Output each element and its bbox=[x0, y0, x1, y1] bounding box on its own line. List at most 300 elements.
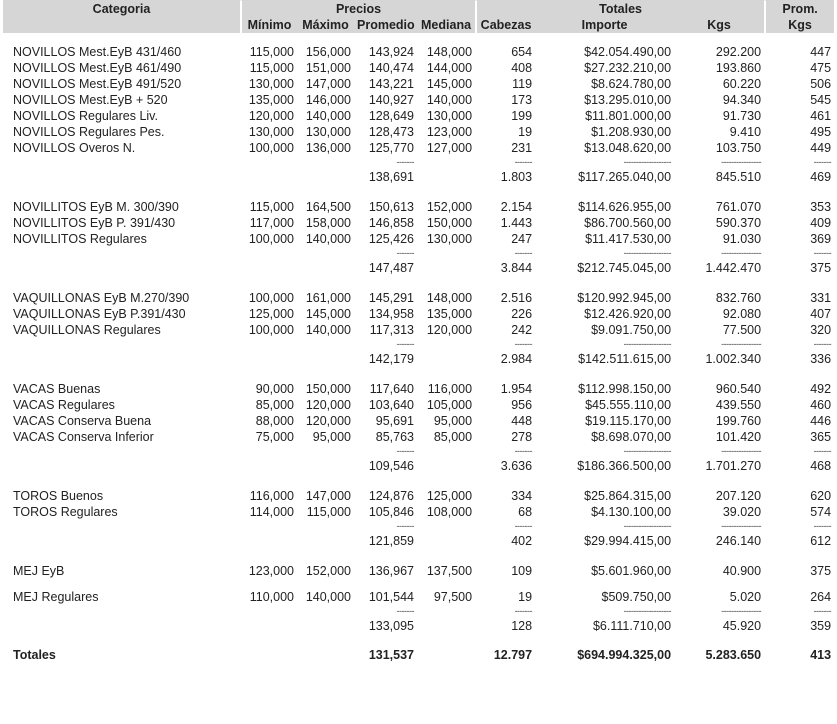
spacer-cell bbox=[674, 276, 764, 290]
median-price: 95,000 bbox=[433, 414, 473, 428]
avg-kgs: 353 bbox=[810, 200, 832, 214]
subtotal-amount: $29.994.415,00 bbox=[584, 533, 672, 548]
amount: $1.208.930,00 bbox=[591, 125, 672, 139]
dash-blank bbox=[417, 605, 475, 617]
subtotal-head-count: 2.984 bbox=[500, 351, 533, 366]
dash-blank bbox=[297, 445, 354, 457]
subtotal-avg-price: 133,095 bbox=[368, 618, 414, 633]
median-price: 123,000 bbox=[426, 125, 473, 139]
subtotal-head-count: 3.636 bbox=[500, 458, 533, 473]
median-price: 137,500 bbox=[426, 564, 473, 578]
spacer-cell bbox=[475, 185, 535, 199]
avg-price: 103,640 bbox=[368, 398, 414, 412]
weight-kgs: 207.120 bbox=[715, 489, 762, 503]
header-row-columns bbox=[3, 17, 834, 34]
spacer-cell bbox=[354, 185, 417, 199]
dash-blank bbox=[3, 445, 240, 457]
spacer-cell bbox=[535, 474, 674, 488]
weight-kgs: 292.200 bbox=[715, 45, 762, 59]
subtotal-blank bbox=[240, 617, 297, 634]
dash-prom: ------- bbox=[813, 157, 832, 167]
weight-kgs: 199.760 bbox=[715, 414, 762, 428]
dash-kgs: ---------------- bbox=[721, 339, 762, 349]
spacer-cell bbox=[3, 549, 240, 563]
subtotal-head-count: 128 bbox=[511, 618, 533, 633]
table-row bbox=[3, 76, 834, 92]
weight-kgs: 761.070 bbox=[715, 200, 762, 214]
dash-importe: ------------------- bbox=[623, 606, 672, 616]
col-promedio-header: Promedio bbox=[354, 17, 417, 34]
amount: $5.601.960,00 bbox=[591, 564, 672, 578]
max-price: 161,000 bbox=[305, 291, 351, 305]
avg-price: 150,613 bbox=[368, 200, 414, 214]
header-row-groups bbox=[3, 0, 834, 17]
spacer-cell bbox=[297, 276, 354, 290]
head-count: 173 bbox=[511, 93, 533, 107]
category-name: NOVILLOS Mest.EyB 461/490 bbox=[13, 61, 182, 75]
spacer-cell bbox=[3, 34, 240, 44]
median-price: 125,000 bbox=[426, 489, 473, 503]
head-count: 247 bbox=[511, 232, 533, 246]
head-count: 231 bbox=[511, 141, 533, 155]
dash-separator-row bbox=[3, 445, 834, 457]
subtotal-blank bbox=[3, 168, 240, 185]
category-name: VAQUILLONAS EyB M.270/390 bbox=[13, 291, 190, 305]
amount: $509.750,00 bbox=[601, 590, 672, 604]
subtotal-avg-kgs: 359 bbox=[810, 618, 832, 633]
max-price: 156,000 bbox=[305, 45, 351, 59]
table-row bbox=[3, 381, 834, 397]
weight-kgs: 39.020 bbox=[722, 505, 762, 519]
amount: $112.998.150,00 bbox=[578, 382, 672, 396]
avg-kgs: 620 bbox=[810, 489, 832, 503]
market-prices-table bbox=[3, 0, 834, 666]
dash-kgs: ---------------- bbox=[721, 521, 762, 531]
head-count: 1.954 bbox=[500, 382, 533, 396]
dash-importe: ------------------- bbox=[623, 339, 672, 349]
avg-price: 125,426 bbox=[368, 232, 414, 246]
subtotal-avg-price: 147,487 bbox=[368, 260, 414, 275]
weight-kgs: 5.020 bbox=[729, 590, 762, 604]
min-price: 90,000 bbox=[255, 382, 294, 396]
dash-promedio: ------- bbox=[396, 521, 414, 531]
subtotal-blank bbox=[240, 457, 297, 474]
dash-blank bbox=[3, 338, 240, 350]
category-name: NOVILLITOS EyB P. 391/430 bbox=[13, 216, 176, 230]
subtotal-blank bbox=[297, 350, 354, 367]
spacer-cell bbox=[297, 34, 354, 44]
median-price: 97,500 bbox=[433, 590, 473, 604]
table-body bbox=[3, 34, 834, 666]
amount: $25.864.315,00 bbox=[584, 489, 672, 503]
dash-separator-row bbox=[3, 156, 834, 168]
weight-kgs: 590.370 bbox=[715, 216, 762, 230]
spacer-cell bbox=[535, 367, 674, 381]
subtotal-blank bbox=[417, 350, 475, 367]
spacer-cell bbox=[475, 549, 535, 563]
head-count: 119 bbox=[512, 77, 533, 91]
dash-importe: ------------------- bbox=[623, 521, 672, 531]
spacer-cell bbox=[764, 549, 834, 563]
weight-kgs: 91.030 bbox=[722, 232, 762, 246]
spacer-cell bbox=[3, 474, 240, 488]
subtotal-avg-kgs: 468 bbox=[810, 458, 832, 473]
spacer-cell bbox=[3, 634, 240, 644]
min-price: 88,000 bbox=[255, 414, 294, 428]
subtotal-blank bbox=[3, 259, 240, 276]
max-price: 140,000 bbox=[305, 323, 351, 337]
min-price: 123,000 bbox=[248, 564, 294, 578]
avg-kgs: 449 bbox=[810, 141, 832, 155]
min-price: 100,000 bbox=[248, 232, 294, 246]
dash-promedio: ------- bbox=[396, 446, 414, 456]
subtotal-weight-kgs: 1.701.270 bbox=[705, 458, 762, 473]
spacer-cell bbox=[764, 474, 834, 488]
median-price: 85,000 bbox=[433, 430, 473, 444]
spacer-cell bbox=[297, 634, 354, 644]
dash-separator-row bbox=[3, 520, 834, 532]
weight-kgs: 101.420 bbox=[715, 430, 762, 444]
median-price: 135,000 bbox=[426, 307, 473, 321]
min-price: 130,000 bbox=[248, 77, 294, 91]
subtotal-row bbox=[3, 457, 834, 474]
category-name: VACAS Buenas bbox=[13, 382, 101, 396]
weight-kgs: 832.760 bbox=[715, 291, 762, 305]
max-price: 146,000 bbox=[305, 93, 351, 107]
subtotal-avg-price: 109,546 bbox=[368, 458, 414, 473]
median-price: 130,000 bbox=[426, 232, 473, 246]
median-price: 148,000 bbox=[426, 291, 473, 305]
min-price: 130,000 bbox=[248, 125, 294, 139]
avg-price: 143,221 bbox=[368, 77, 414, 91]
avg-price: 140,474 bbox=[368, 61, 414, 75]
table-row bbox=[3, 322, 834, 338]
min-price: 85,000 bbox=[255, 398, 294, 412]
spacer-row bbox=[3, 634, 834, 644]
avg-price: 128,649 bbox=[368, 109, 414, 123]
table-row bbox=[3, 60, 834, 76]
spacer-cell bbox=[535, 185, 674, 199]
median-price: 105,000 bbox=[426, 398, 473, 412]
avg-price: 136,967 bbox=[368, 564, 414, 578]
spacer-row bbox=[3, 367, 834, 381]
max-price: 145,000 bbox=[305, 307, 351, 321]
max-price: 147,000 bbox=[305, 489, 351, 503]
avg-price: 140,927 bbox=[368, 93, 414, 107]
dash-blank bbox=[297, 156, 354, 168]
max-price: 120,000 bbox=[305, 398, 351, 412]
dash-cabezas: ------- bbox=[514, 339, 533, 349]
amount: $12.426.920,00 bbox=[584, 307, 672, 321]
totals-avg-kgs: 413 bbox=[810, 648, 832, 662]
dash-cabezas: ------- bbox=[514, 157, 533, 167]
avg-price: 105,846 bbox=[368, 505, 414, 519]
amount: $11.801.000,00 bbox=[585, 109, 672, 123]
dash-blank bbox=[240, 445, 297, 457]
col-importe-header: Importe bbox=[535, 17, 674, 34]
amount: $45.555.110,00 bbox=[585, 398, 672, 412]
median-price: 148,000 bbox=[426, 45, 473, 59]
head-count: 1.443 bbox=[500, 216, 533, 230]
spacer-cell bbox=[240, 185, 297, 199]
spacer-row bbox=[3, 276, 834, 290]
dash-importe: ------------------- bbox=[623, 248, 672, 258]
weight-kgs: 960.540 bbox=[715, 382, 762, 396]
col-categoria-blank bbox=[3, 17, 240, 34]
head-count: 226 bbox=[511, 307, 533, 321]
head-count: 448 bbox=[511, 414, 533, 428]
avg-kgs: 545 bbox=[810, 93, 832, 107]
totals-weight-kgs: 5.283.650 bbox=[705, 648, 762, 662]
dash-cabezas: ------- bbox=[514, 446, 533, 456]
subtotal-blank bbox=[297, 532, 354, 549]
dash-blank bbox=[417, 156, 475, 168]
subtotal-blank bbox=[297, 617, 354, 634]
subtotal-blank bbox=[297, 168, 354, 185]
subtotal-blank bbox=[417, 168, 475, 185]
spacer-cell bbox=[3, 185, 240, 199]
subtotal-weight-kgs: 1.442.470 bbox=[705, 260, 762, 275]
median-price: 127,000 bbox=[426, 141, 473, 155]
subtotal-avg-kgs: 612 bbox=[810, 533, 832, 548]
weight-kgs: 94.340 bbox=[722, 93, 762, 107]
dash-blank bbox=[3, 520, 240, 532]
amount: $8.624.780,00 bbox=[591, 77, 672, 91]
avg-price: 146,858 bbox=[368, 216, 414, 230]
dash-kgs: ---------------- bbox=[721, 606, 762, 616]
dash-cabezas: ------- bbox=[514, 521, 533, 531]
amount: $120.992.945,00 bbox=[577, 291, 672, 305]
spacer-cell bbox=[297, 549, 354, 563]
weight-kgs: 77.500 bbox=[722, 323, 762, 337]
subtotal-blank bbox=[240, 259, 297, 276]
min-price: 115,000 bbox=[249, 45, 294, 59]
dash-prom: ------- bbox=[813, 248, 832, 258]
max-price: 150,000 bbox=[305, 382, 351, 396]
spacer-cell bbox=[240, 579, 297, 589]
spacer-cell bbox=[535, 579, 674, 589]
min-price: 75,000 bbox=[255, 430, 294, 444]
dash-kgs: ---------------- bbox=[721, 248, 762, 258]
col-kgs-header: Kgs bbox=[674, 17, 764, 34]
spacer-cell bbox=[354, 276, 417, 290]
weight-kgs: 91.730 bbox=[722, 109, 762, 123]
spacer-cell bbox=[354, 474, 417, 488]
dash-blank bbox=[240, 605, 297, 617]
spacer-cell bbox=[417, 634, 475, 644]
dash-blank bbox=[240, 520, 297, 532]
spacer-cell bbox=[764, 367, 834, 381]
spacer-cell bbox=[764, 579, 834, 589]
subtotal-blank bbox=[240, 350, 297, 367]
dash-promedio: ------- bbox=[396, 606, 414, 616]
subtotal-avg-kgs: 375 bbox=[810, 260, 832, 275]
max-price: 147,000 bbox=[305, 77, 351, 91]
amount: $27.232.210,00 bbox=[584, 61, 672, 75]
spacer-cell bbox=[535, 34, 674, 44]
category-name: NOVILLOS Mest.EyB 431/460 bbox=[13, 45, 182, 59]
totals-avg-price: 131,537 bbox=[368, 648, 414, 662]
category-name: VAQUILLONAS EyB P.391/430 bbox=[13, 307, 186, 321]
avg-kgs: 495 bbox=[810, 125, 832, 139]
spacer-row bbox=[3, 34, 834, 44]
avg-price: 117,313 bbox=[369, 323, 414, 337]
spacer-cell bbox=[354, 34, 417, 44]
avg-price: 117,640 bbox=[369, 382, 414, 396]
spacer-cell bbox=[764, 34, 834, 44]
subtotal-weight-kgs: 45.920 bbox=[722, 618, 762, 633]
category-name: NOVILLITOS EyB M. 300/390 bbox=[13, 200, 179, 214]
avg-kgs: 407 bbox=[810, 307, 832, 321]
col-mediana-header: Mediana bbox=[417, 17, 475, 34]
avg-kgs: 447 bbox=[810, 45, 832, 59]
table-row bbox=[3, 488, 834, 504]
head-count: 654 bbox=[511, 45, 533, 59]
spacer-cell bbox=[240, 34, 297, 44]
max-price: 136,000 bbox=[305, 141, 351, 155]
min-price: 115,000 bbox=[249, 200, 294, 214]
dash-blank bbox=[240, 247, 297, 259]
category-name: TOROS Regulares bbox=[13, 505, 118, 519]
head-count: 109 bbox=[511, 564, 533, 578]
amount: $86.700.560,00 bbox=[584, 216, 672, 230]
dash-blank bbox=[240, 156, 297, 168]
amount: $114.626.955,00 bbox=[578, 200, 672, 214]
category-name: VACAS Regulares bbox=[13, 398, 115, 412]
max-price: 115,000 bbox=[306, 505, 351, 519]
avg-price: 145,291 bbox=[368, 291, 414, 305]
avg-price: 143,924 bbox=[368, 45, 414, 59]
spacer-cell bbox=[354, 549, 417, 563]
min-price: 125,000 bbox=[248, 307, 294, 321]
amount: $19.115.170,00 bbox=[585, 414, 672, 428]
median-price: 152,000 bbox=[426, 200, 473, 214]
avg-kgs: 409 bbox=[810, 216, 832, 230]
head-count: 199 bbox=[511, 109, 533, 123]
amount: $11.417.530,00 bbox=[585, 232, 672, 246]
table-row bbox=[3, 306, 834, 322]
table-row bbox=[3, 44, 834, 60]
dash-separator-row bbox=[3, 247, 834, 259]
avg-kgs: 475 bbox=[810, 61, 832, 75]
subtotal-amount: $212.745.045,00 bbox=[577, 260, 672, 275]
spacer-row bbox=[3, 474, 834, 488]
max-price: 130,000 bbox=[305, 125, 351, 139]
weight-kgs: 193.860 bbox=[715, 61, 762, 75]
spacer-cell bbox=[240, 549, 297, 563]
spacer-cell bbox=[354, 367, 417, 381]
subtotal-row bbox=[3, 617, 834, 634]
dash-kgs: ---------------- bbox=[721, 157, 762, 167]
spacer-cell bbox=[674, 579, 764, 589]
subtotal-row bbox=[3, 168, 834, 185]
dash-blank bbox=[297, 338, 354, 350]
avg-price: 125,770 bbox=[368, 141, 414, 155]
spacer-cell bbox=[417, 579, 475, 589]
subtotal-blank bbox=[3, 350, 240, 367]
spacer-cell bbox=[3, 579, 240, 589]
subtotal-blank bbox=[417, 457, 475, 474]
table-row bbox=[3, 140, 834, 156]
weight-kgs: 92.080 bbox=[722, 307, 762, 321]
avg-kgs: 365 bbox=[810, 430, 832, 444]
avg-kgs: 492 bbox=[810, 382, 832, 396]
max-price: 140,000 bbox=[305, 109, 351, 123]
avg-kgs: 460 bbox=[810, 398, 832, 412]
spacer-cell bbox=[674, 185, 764, 199]
subtotal-blank bbox=[3, 617, 240, 634]
avg-price: 124,876 bbox=[368, 489, 414, 503]
median-price: 120,000 bbox=[426, 323, 473, 337]
min-price: 100,000 bbox=[248, 323, 294, 337]
totals-amount: $694.994.325,00 bbox=[577, 648, 672, 662]
dash-blank bbox=[3, 156, 240, 168]
dash-blank bbox=[297, 520, 354, 532]
col-precios-header: Precios bbox=[240, 0, 475, 17]
category-name: MEJ EyB bbox=[13, 564, 65, 578]
avg-kgs: 320 bbox=[810, 323, 832, 337]
dash-blank bbox=[3, 247, 240, 259]
table-row bbox=[3, 290, 834, 306]
subtotal-weight-kgs: 246.140 bbox=[715, 533, 762, 548]
spacer-cell bbox=[240, 474, 297, 488]
category-name: VACAS Conserva Buena bbox=[13, 414, 152, 428]
category-name: VAQUILLONAS Regulares bbox=[13, 323, 161, 337]
table-row bbox=[3, 504, 834, 520]
subtotal-row bbox=[3, 259, 834, 276]
dash-blank bbox=[297, 247, 354, 259]
spacer-cell bbox=[475, 34, 535, 44]
dash-blank bbox=[417, 247, 475, 259]
avg-kgs: 461 bbox=[810, 109, 832, 123]
spacer-cell bbox=[417, 185, 475, 199]
min-price: 100,000 bbox=[248, 141, 294, 155]
avg-price: 128,473 bbox=[368, 125, 414, 139]
spacer-cell bbox=[297, 474, 354, 488]
subtotal-avg-price: 121,859 bbox=[368, 533, 414, 548]
col-minimo-header: Mínimo bbox=[240, 17, 297, 34]
avg-price: 134,958 bbox=[368, 307, 414, 321]
spacer-cell bbox=[297, 579, 354, 589]
spacer-cell bbox=[475, 474, 535, 488]
max-price: 152,000 bbox=[305, 564, 351, 578]
max-price: 140,000 bbox=[305, 232, 351, 246]
avg-kgs: 331 bbox=[810, 291, 832, 305]
weight-kgs: 9.410 bbox=[729, 125, 762, 139]
median-price: 140,000 bbox=[426, 93, 473, 107]
spacer-cell bbox=[417, 367, 475, 381]
subtotal-weight-kgs: 845.510 bbox=[715, 169, 762, 184]
median-price: 150,000 bbox=[426, 216, 473, 230]
dash-cabezas: ------- bbox=[514, 606, 533, 616]
median-price: 116,000 bbox=[427, 382, 473, 396]
category-name: NOVILLOS Mest.EyB 491/520 bbox=[13, 77, 182, 91]
col-totales-header: Totales bbox=[475, 0, 764, 17]
col-maximo-header: Máximo bbox=[297, 17, 354, 34]
dash-promedio: ------- bbox=[396, 248, 414, 258]
median-price: 108,000 bbox=[426, 505, 473, 519]
table-row bbox=[3, 429, 834, 445]
head-count: 68 bbox=[518, 505, 533, 519]
amount: $8.698.070,00 bbox=[591, 430, 672, 444]
avg-kgs: 369 bbox=[810, 232, 832, 246]
max-price: 164,500 bbox=[305, 200, 351, 214]
weight-kgs: 40.900 bbox=[722, 564, 762, 578]
weight-kgs: 103.750 bbox=[715, 141, 762, 155]
spacer-cell bbox=[674, 474, 764, 488]
min-price: 114,000 bbox=[249, 505, 294, 519]
head-count: 19 bbox=[518, 590, 533, 604]
